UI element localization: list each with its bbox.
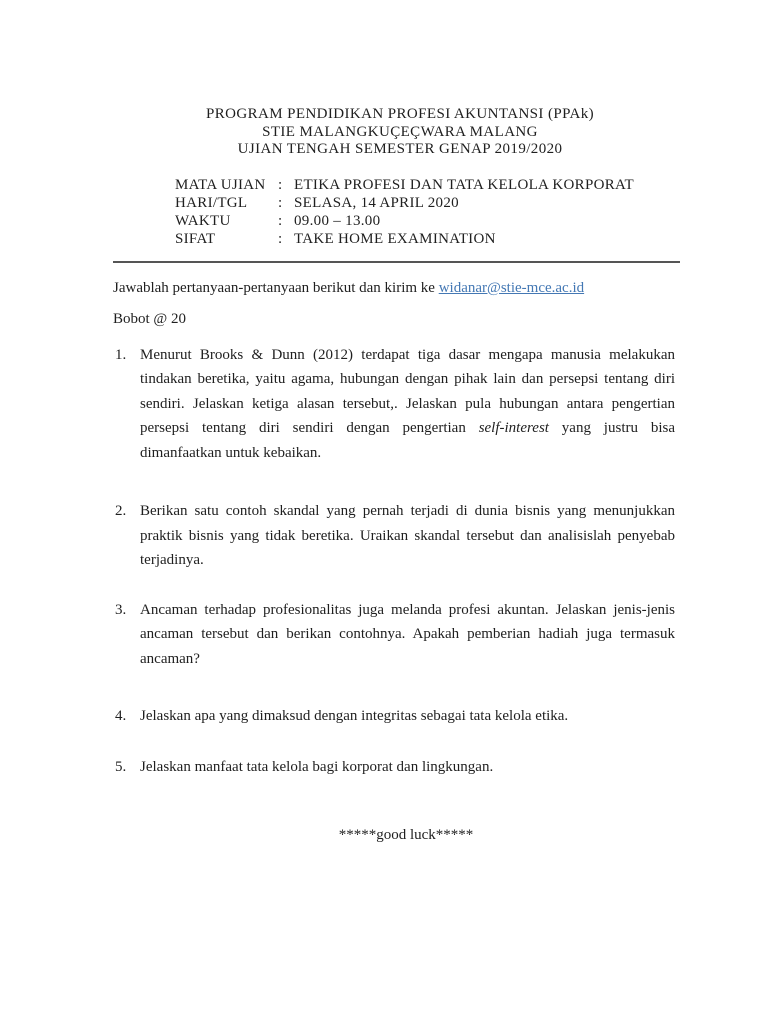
question-text-italic: self-interest: [478, 420, 549, 436]
meta-value: ETIKA PROFESI DAN TATA KELOLA KORPORAT: [294, 176, 634, 193]
question-item-2: [113, 499, 675, 573]
question-number: 4.: [115, 708, 127, 724]
question-text: Jelaskan apa yang dimaksud dengan integritas sebagai tata kelola etika.: [140, 708, 569, 724]
instructions-line: [113, 278, 675, 298]
meta-label: WAKTU: [175, 212, 231, 229]
weight-note: Bobot @ 20: [113, 310, 186, 327]
document-content: [113, 106, 675, 844]
question-number: 3.: [115, 601, 127, 618]
question-item-3: [113, 598, 675, 672]
exam-header-title: [119, 106, 681, 159]
meta-row-date: [175, 194, 675, 212]
meta-label: SIFAT: [175, 230, 216, 247]
meta-separator: :: [278, 230, 283, 247]
meta-row-type: [175, 230, 675, 248]
question-number: 5.: [115, 758, 127, 775]
header-divider-line: [113, 261, 680, 263]
question-item-4: [113, 704, 675, 729]
exam-meta-block: [175, 176, 675, 248]
question-item-5: [113, 755, 675, 780]
meta-row-time: [175, 212, 675, 230]
meta-value: 09.00 – 13.00: [294, 212, 381, 229]
meta-label: MATA UJIAN: [175, 176, 266, 193]
question-number: 2.: [115, 503, 127, 519]
meta-label: HARI/TGL: [175, 194, 248, 211]
question-list: [113, 343, 675, 780]
meta-separator: :: [278, 212, 283, 229]
question-item-1: [113, 343, 675, 466]
question-number: 1.: [115, 346, 127, 363]
email-link[interactable]: widanar@stie-mce.ac.id: [438, 279, 585, 296]
meta-separator: :: [278, 176, 283, 193]
question-text: Jelaskan manfaat tata kelola bagi korporat dan lingkungan.: [140, 758, 494, 775]
meta-row-subject: [175, 176, 675, 194]
exam-session-title: UJIAN TENGAH SEMESTER GENAP 2019/2020: [237, 141, 563, 157]
question-text: Berikan satu contoh skandal yang pernah terjadi di dunia bisnis yang menunjukkan praktik bisnis yang tidak beretika. Uraikan skandal tersebut dan analisislah penyebab terjadinya.: [140, 503, 675, 568]
question-text: Menurut Brooks & Dunn (2012) terdapat tiga dasar mengapa manusia melakukan tindakan beretika, yaitu agama, hubungan dengan pihak lain dan persepsi tentang diri sendiri. Jelaskan ketiga alasan tersebut,. Jelaskan pula hubungan antara pengertian persepsi tentang diri sendiri dengan pengertian: [140, 346, 675, 436]
instructions-text: Jawablah pertanyaan-pertanyaan berikut dan kirim ke: [113, 279, 439, 296]
question-text: yang justru bisa dimanfaatkan untuk kebaikan.: [140, 420, 675, 461]
question-text: Ancaman terhadap profesionalitas juga melanda profesi akuntan. Jelaskan jenis-jenis ancaman tersebut dan berikan contohnya. Apakah pemberian hadiah juga termasuk ancaman?: [140, 601, 675, 667]
meta-value: SELASA, 14 APRIL 2020: [294, 194, 459, 211]
meta-separator: :: [278, 194, 283, 211]
institution-name: STIE MALANGKUÇEÇWARA MALANG: [262, 123, 538, 140]
meta-value: TAKE HOME EXAMINATION: [294, 230, 496, 247]
good-luck-note: *****good luck*****: [338, 827, 474, 843]
program-name: PROGRAM PENDIDIKAN PROFESI AKUNTANSI (PPAk): [206, 106, 594, 122]
